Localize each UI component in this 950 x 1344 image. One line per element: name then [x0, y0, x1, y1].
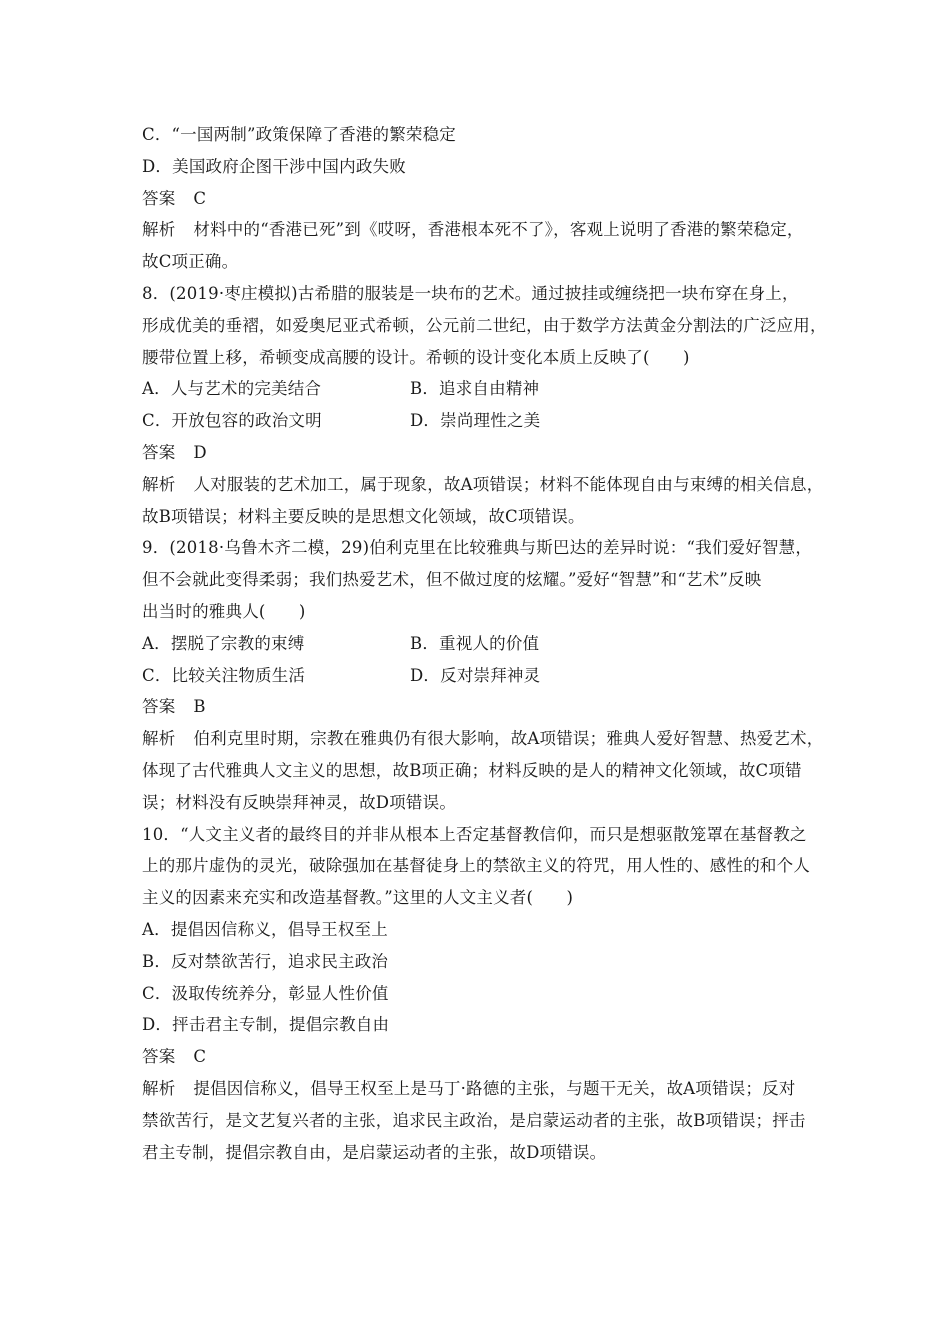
q10-option-b: B．反对禁欲苦行，追求民主政治	[142, 951, 389, 971]
q8-answer	[142, 437, 822, 469]
analysis-text: 伯利克里时期，宗教在雅典仍有很大影响，故A项错误；雅典人爱好智慧、热爱艺术，	[193, 729, 824, 749]
q8-option-d: D．崇尚理性之美	[410, 411, 541, 431]
q9-stem-line-2: 但不会就此变得柔弱；我们热爱艺术，但不做过度的炫耀。”爱好“智慧”和“艺术”反映	[142, 570, 762, 590]
q9-options-row-1	[142, 628, 822, 660]
q8-analysis-line-2: 故B项错误；材料主要反映的是思想文化领域，故C项错误。	[142, 506, 585, 526]
q8-option-c: C．开放包容的政治文明	[142, 411, 322, 431]
q9-analysis-line-3: 误；材料没有反映崇拜神灵，故D项错误。	[142, 792, 457, 812]
q10-analysis-line-2: 禁欲苦行，是文艺复兴者的主张，追求民主政治，是启蒙运动者的主张，故B项错误；抨击	[142, 1110, 806, 1130]
document-content	[142, 119, 827, 1168]
answer-label: 答案	[142, 188, 176, 208]
answer-value: C	[193, 188, 207, 208]
q9-analysis-line-2: 体现了古代雅典人文主义的思想，故B项正确；材料反映的是人的精神文化领域，故C项错	[142, 760, 802, 780]
q8-option-b: B．追求自由精神	[410, 379, 540, 399]
q10-stem-line-1: 10．“人文主义者的最终目的并非从根本上否定基督教信仰，而只是想驱散笼罩在基督教之	[142, 824, 807, 844]
analysis-label: 解析	[142, 220, 176, 240]
answer-label: 答案	[142, 697, 176, 717]
analysis-label: 解析	[142, 1078, 176, 1098]
q9-option-a: A．摆脱了宗教的束缚	[142, 633, 305, 653]
q8-options-row-1	[142, 373, 822, 405]
q7-option-d: D．美国政府企图干涉中国内政失败	[142, 156, 406, 176]
analysis-text: 人对服装的艺术加工，属于现象，故A项错误；材料不能体现自由与束缚的相关信息，	[193, 474, 824, 494]
q8-option-a: A．人与艺术的完美结合	[142, 379, 322, 399]
q8-stem-line-1: 8．(2019·枣庄模拟)古希腊的服装是一块布的艺术。通过披挂或缠绕把一块布穿在身上，	[142, 283, 799, 303]
answer-value: C	[193, 1047, 207, 1067]
q10-option-c: C．汲取传统养分，彰显人性价值	[142, 983, 389, 1003]
q10-analysis-line-3: 君主专制，提倡宗教自由，是启蒙运动者的主张，故D项错误。	[142, 1142, 607, 1162]
q9-answer	[142, 691, 822, 723]
answer-label: 答案	[142, 1047, 176, 1067]
answer-value: D	[193, 442, 207, 462]
q7-answer	[142, 183, 822, 215]
q9-analysis-line-1	[142, 723, 822, 755]
q10-option-a: A．提倡因信称义，倡导王权至上	[142, 919, 388, 939]
q10-analysis-line-1	[142, 1073, 822, 1105]
q10-stem-line-2: 上的那片虚伪的灵光，破除强加在基督徒身上的禁欲主义的符咒，用人性的、感性的和个人	[142, 856, 810, 876]
answer-value: B	[193, 697, 206, 717]
q8-options-row-2	[142, 405, 822, 437]
q9-stem-line-3: 出当时的雅典人( )	[142, 601, 306, 621]
analysis-text: 提倡因信称义，倡导王权至上是马丁·路德的主张，与题干无关，故A项错误；反对	[193, 1078, 796, 1098]
q10-answer	[142, 1041, 822, 1073]
answer-label: 答案	[142, 442, 176, 462]
q7-analysis-line-2: 故C项正确。	[142, 252, 239, 272]
q9-options-row-2	[142, 660, 822, 692]
analysis-text: 材料中的“香港已死”到《哎呀，香港根本死不了》，客观上说明了香港的繁荣稳定，	[193, 220, 804, 240]
q10-stem-line-3: 主义的因素来充实和改造基督教。”这里的人文主义者( )	[142, 888, 574, 908]
analysis-label: 解析	[142, 474, 176, 494]
q10-option-d: D．抨击君主专制，提倡宗教自由	[142, 1015, 390, 1035]
q9-option-d: D．反对崇拜神灵	[410, 665, 541, 685]
q8-stem-line-3: 腰带位置上移，希顿变成高腰的设计。希顿的设计变化本质上反映了( )	[142, 347, 690, 367]
q7-option-c: C．“一国两制”政策保障了香港的繁荣稳定	[142, 125, 456, 144]
q9-option-b: B．重视人的价值	[410, 633, 540, 653]
q9-stem-line-1: 9．(2018·乌鲁木齐二模，29)伯利克里在比较雅典与斯巴达的差异时说：“我们爱好智慧，	[142, 538, 813, 558]
q7-analysis-line-1	[142, 214, 822, 246]
q9-option-c: C．比较关注物质生活	[142, 665, 306, 685]
q8-stem-line-2: 形成优美的垂褶，如爱奥尼亚式希顿，公元前二世纪，由于数学方法黄金分割法的广泛应用，	[142, 315, 827, 335]
q8-analysis-line-1	[142, 469, 822, 501]
analysis-label: 解析	[142, 729, 176, 749]
